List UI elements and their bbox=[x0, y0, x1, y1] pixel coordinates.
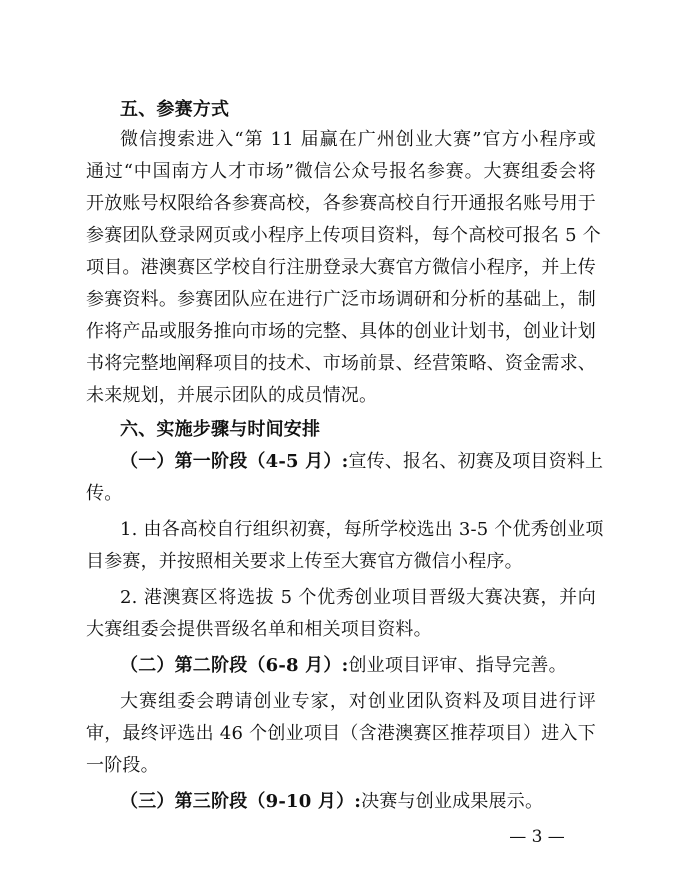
page-number: — 3 — bbox=[509, 827, 565, 847]
section-5-paragraph-line-9: 未来规划，并展示团队的成员情况。 bbox=[86, 385, 378, 406]
stage-3-description: 决赛与创业成果展示。 bbox=[361, 791, 544, 812]
stage-2-line bbox=[120, 655, 596, 677]
section-5-paragraph-line-5: 项目。港澳赛区学校自行注册登录大赛官方微信小程序，并上传 bbox=[86, 257, 596, 278]
section-5-heading: 五、参赛方式 bbox=[120, 99, 230, 120]
stage-3-line bbox=[120, 791, 596, 813]
section-5-paragraph-line-7: 作将产品或服务推向市场的完整、具体的创业计划书，创业计划 bbox=[86, 321, 596, 342]
stage-1-line bbox=[120, 451, 604, 473]
stage-1-label: （一）第一阶段（4-5 月）: bbox=[120, 451, 349, 472]
section-6-heading: 六、实施步骤与时间安排 bbox=[120, 419, 321, 440]
stage-1-item-2-line-2: 大赛组委会提供晋级名单和相关项目资料。 bbox=[86, 619, 432, 640]
section-5-paragraph-line-1: 微信搜索进入“第 11 届赢在广州创业大赛”官方小程序或 bbox=[120, 129, 596, 150]
stage-2-paragraph-line-3: 一阶段。 bbox=[86, 755, 159, 776]
stage-1-item-1-line-2: 目参赛，并按照相关要求上传至大赛官方微信小程序。 bbox=[86, 551, 523, 572]
stage-1-item-2-line-1: 2. 港澳赛区将选拔 5 个优秀创业项目晋级大赛决赛，并向 bbox=[120, 587, 596, 608]
section-5-paragraph-line-4: 参赛团队登录网页或小程序上传项目资料，每个高校可报名 5 个 bbox=[86, 225, 601, 246]
stage-2-description: 创业项目评审、指导完善。 bbox=[348, 655, 567, 676]
section-5-paragraph-line-6: 参赛资料。参赛团队应在进行广泛市场调研和分析的基础上，制 bbox=[86, 289, 596, 310]
stage-1-item-1-line-1: 1. 由各高校自行组织初赛，每所学校选出 3-5 个优秀创业项 bbox=[120, 519, 604, 540]
stage-3-label: （三）第三阶段（9-10 月）: bbox=[120, 791, 362, 812]
section-5-paragraph-line-3: 开放账号权限给各参赛高校，各参赛高校自行开通报名账号用于 bbox=[86, 193, 596, 214]
stage-2-label: （二）第二阶段（6-8 月）: bbox=[120, 655, 349, 676]
stage-1-description: 宣传、报名、初赛及项目资料上 bbox=[348, 451, 604, 472]
stage-2-paragraph-line-1: 大赛组委会聘请创业专家，对创业团队资料及项目进行评 bbox=[120, 691, 596, 712]
stage-2-paragraph-line-2: 审，最终评选出 46 个创业项目（含港澳赛区推荐项目）进入下 bbox=[86, 723, 596, 744]
stage-1-line-2: 传。 bbox=[86, 483, 123, 504]
section-5-paragraph-line-8: 书将完整地阐释项目的技术、市场前景、经营策略、资金需求、 bbox=[86, 353, 596, 374]
section-5-paragraph-line-2: 通过“中国南方人才市场”微信公众号报名参赛。大赛组委会将 bbox=[86, 161, 596, 182]
